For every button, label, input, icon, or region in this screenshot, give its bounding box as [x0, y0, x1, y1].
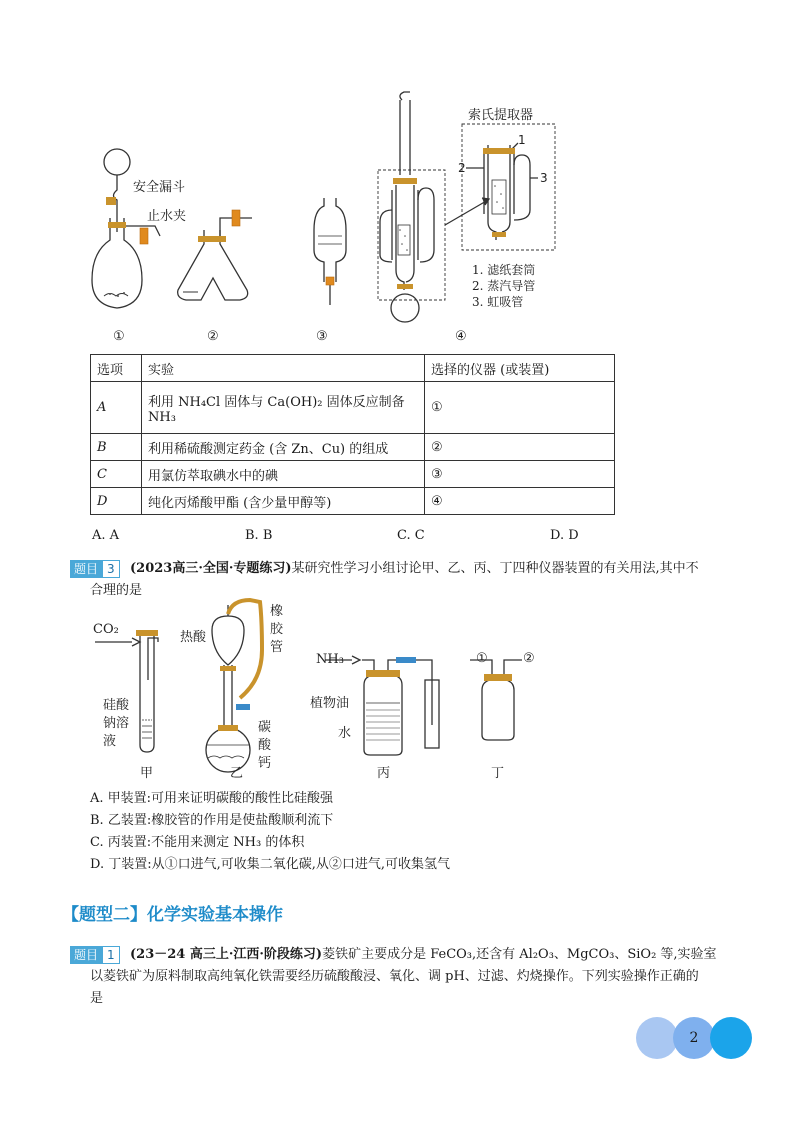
caption-device-2: ②	[207, 329, 219, 344]
q3-line2: 合理的是	[90, 583, 143, 598]
row-experiment: 用氯仿萃取碘水中的碘	[142, 461, 425, 488]
table-row	[91, 382, 615, 434]
row-option: B	[91, 434, 142, 461]
option-b[interactable]: B. 乙装置:橡胶管的作用是使盐酸顺利流下	[90, 813, 334, 828]
caption-device-4: ④	[455, 329, 467, 344]
choice-c[interactable]: C. C	[397, 528, 425, 543]
label-caco3-2: 酸	[258, 738, 272, 753]
table-row	[91, 434, 615, 461]
label-co2: CO₂	[93, 622, 119, 637]
row-device: ②	[425, 434, 615, 461]
header-experiment: 实验	[142, 355, 425, 382]
caption-ding: 丁	[491, 766, 505, 781]
label-port-2: ②	[523, 651, 535, 666]
label-nh3: NH₃	[316, 652, 344, 667]
legend-siphon: 3. 虹吸管	[472, 295, 524, 309]
question-tag-number: 1	[102, 946, 120, 964]
legend-filter-thimble: 1. 滤纸套筒	[472, 263, 536, 277]
label-water: 水	[338, 726, 352, 741]
label-rubber-2: 胶	[270, 622, 284, 637]
row-option: A	[91, 382, 142, 434]
table-row	[91, 488, 615, 515]
option-d[interactable]: D. 丁装置:从①口进气,可收集二氧化碳,从②口进气,可收集氢气	[90, 857, 451, 872]
label-part-1: 1	[518, 133, 526, 147]
row-device: ④	[425, 488, 615, 515]
q3-source: (2023高三·全国·专题练习)	[130, 561, 292, 576]
label-port-1: ①	[476, 651, 488, 666]
q1-line3: 是	[90, 991, 104, 1006]
label-silicate-3: 液	[103, 734, 117, 749]
caption-yi: 乙	[230, 766, 244, 781]
row-experiment: 利用稀硫酸测定药金 (含 Zn、Cu) 的组成	[142, 434, 425, 461]
choice-b[interactable]: B. B	[245, 528, 273, 543]
caption-device-3: ③	[316, 329, 328, 344]
row-experiment: 纯化丙烯酸甲酯 (含少量甲醇等)	[142, 488, 425, 515]
label-caco3-1: 碳	[258, 720, 272, 735]
options-table	[90, 354, 615, 515]
legend-vapor-tube: 2. 蒸汽导管	[472, 279, 536, 293]
label-soxhlet-title: 索氏提取器	[468, 108, 534, 123]
page-circle-left	[636, 1017, 678, 1059]
label-rubber-3: 管	[270, 640, 284, 655]
caption-jia: 甲	[140, 766, 154, 781]
label-silicate-1: 硅酸	[103, 698, 130, 713]
choice-a[interactable]: A. A	[92, 528, 120, 543]
choice-d[interactable]: D. D	[550, 528, 579, 543]
label-rubber-1: 橡	[270, 604, 284, 619]
question-tag	[70, 560, 120, 578]
label-hot-acid: 热酸	[180, 630, 207, 645]
row-option: C	[91, 461, 142, 488]
label-part-2: 2	[458, 161, 466, 175]
question-tag-label: 题目	[70, 946, 102, 964]
figure2-apparatus	[0, 590, 794, 790]
row-experiment: 利用 NH₄Cl 固体与 Ca(OH)₂ 固体反应制备 NH₃	[142, 382, 425, 434]
question-tag-number: 3	[102, 560, 120, 578]
label-stop-clamp: 止水夹	[147, 209, 187, 224]
header-device: 选择的仪器 (或装置)	[425, 355, 615, 382]
q3-line1	[130, 558, 770, 580]
label-plant-oil: 植物油	[310, 696, 350, 711]
page-number: 2	[689, 1030, 699, 1046]
header-option: 选项	[91, 355, 142, 382]
question-tag-label: 题目	[70, 560, 102, 578]
label-safety-funnel: 安全漏斗	[133, 180, 186, 195]
option-a[interactable]: A. 甲装置:可用来证明碳酸的酸性比硅酸强	[90, 791, 334, 806]
q1-source: (23－24 高三上·江西·阶段练习)	[130, 947, 323, 962]
caption-device-1: ①	[113, 329, 125, 344]
label-caco3-3: 钙	[258, 756, 272, 771]
q1-line1	[130, 944, 780, 966]
table-header-row	[91, 355, 615, 382]
table-row	[91, 461, 615, 488]
label-silicate-2: 钠溶	[103, 716, 130, 731]
row-device: ①	[425, 382, 615, 434]
row-option: D	[91, 488, 142, 515]
question-tag	[70, 946, 120, 964]
label-part-3: 3	[540, 171, 548, 185]
section-heading: 【题型二】化学实验基本操作	[62, 905, 283, 925]
q1-text: 菱铁矿主要成分是 FeCO₃,还含有 Al₂O₃、MgCO₃、SiO₂ 等,实验室	[322, 947, 717, 962]
option-c[interactable]: C. 丙装置:不能用来测定 NH₃ 的体积	[90, 835, 305, 850]
row-device: ③	[425, 461, 615, 488]
page-circle-right	[710, 1017, 752, 1059]
caption-bing: 丙	[377, 766, 391, 781]
q3-text: 某研究性学习小组讨论甲、乙、丙、丁四种仪器装置的有关用法,其中不	[291, 561, 699, 576]
q1-line2: 以菱铁矿为原料制取高纯氧化铁需要经历硫酸酸浸、氧化、调 pH、过滤、灼烧操作。下列实验操作正确的	[90, 969, 699, 984]
figure1-apparatus	[0, 0, 794, 350]
page-indicator	[636, 1017, 752, 1059]
